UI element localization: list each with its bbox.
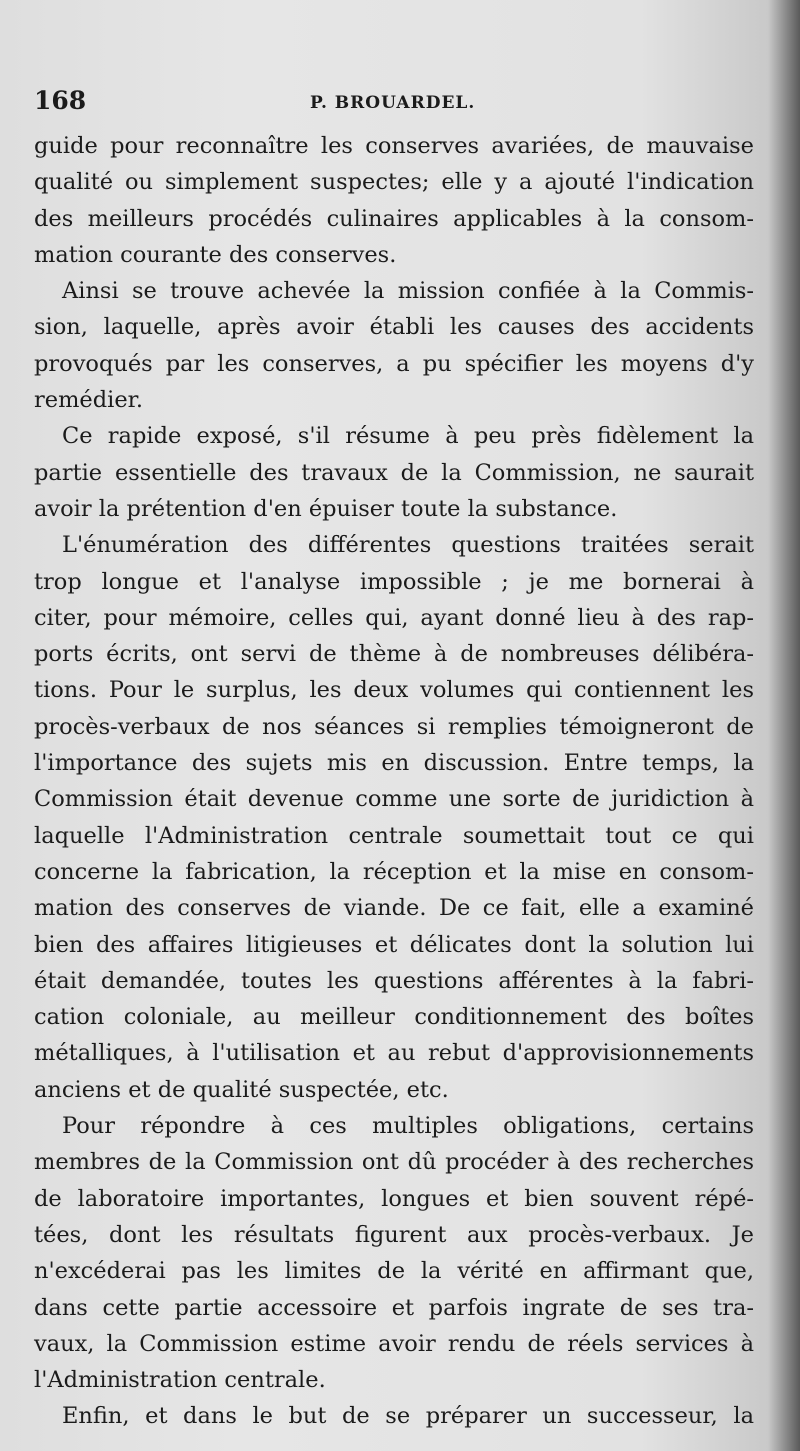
text-line: L'énumération des différentes questions traitées serait [62,532,754,559]
text-line: laquelle l'Administration centrale soumettait tout ce qui [34,822,754,849]
text-line: de laboratoire importantes, longues et bien souvent répé- [34,1185,754,1212]
text-line: trop longue et l'analyse impossible ; je me bornerai à [34,568,754,595]
running-head: P. BROUARDEL. [310,93,476,113]
page-header [34,86,754,122]
text-line: ports écrits, ont servi de thème à de nombreuses délibéra- [34,641,754,668]
text-line: Enfin, et dans le but de se préparer un successeur, la [62,1403,754,1430]
text-line: vaux, la Commission estime avoir rendu de réels services à [34,1330,754,1357]
text-line: sion, laquelle, après avoir établi les causes des accidents [34,314,754,341]
text-line: Commission était devenue comme une sorte de juridiction à [34,786,754,813]
text-line: citer, pour mémoire, celles qui, ayant donné lieu à des rap- [34,604,754,631]
text-line: tées, dont les résultats figurent aux procès-verbaux. Je [34,1221,754,1248]
text-line: concerne la fabrication, la réception et la mise en consom- [34,858,754,885]
text-line: dans cette partie accessoire et parfois ingrate de ses tra- [34,1294,754,1321]
text-line: qualité ou simplement suspectes; elle y a ajouté l'indication [34,169,754,196]
text-line: bien des affaires litigieuses et délicates dont la solution lui [34,931,754,958]
text-line: membres de la Commission ont dû procéder à des recherches [34,1149,754,1176]
text-line: provoqués par les conserves, a pu spécifier les moyens d'y [34,350,754,377]
text-line: des meilleurs procédés culinaires applicables à la consom- [34,205,754,232]
text-line: avoir la prétention d'en épuiser toute la substance. [34,495,618,522]
text-line: guide pour reconnaître les conserves avariées, de mauvaise [34,133,754,159]
text-line: anciens et de qualité suspectée, etc. [34,1076,449,1103]
text-line: Ce rapide exposé, s'il résume à peu près fidèlement la [62,423,754,450]
text-line: remédier. [34,387,144,414]
text-line: mation des conserves de viande. De ce fait, elle a examiné [34,895,754,922]
text-line: l'importance des sujets mis en discussion. Entre temps, la [34,750,754,777]
text-line: tions. Pour le surplus, les deux volumes qui contiennent les [34,677,754,704]
text-line: procès-verbaux de nos séances si remplies témoigneront de [34,713,754,740]
text-line: partie essentielle des travaux de la Commission, ne saurait [34,459,754,486]
text-line: cation coloniale, au meilleur conditionnement des boîtes [34,1004,754,1031]
text-line: n'excéderai pas les limites de la vérité en affirmant que, [34,1258,754,1285]
text-line: Pour répondre à ces multiples obligations, certains [62,1113,754,1140]
text-line: était demandée, toutes les questions afférentes à la fabri- [34,967,754,994]
text-line: mation courante des conserves. [34,241,397,268]
text-line: Ainsi se trouve achevée la mission confiée à la Commis- [62,278,754,305]
page-number: 168 [34,86,87,115]
text-line: métalliques, à l'utilisation et au rebut d'approvisionnements [34,1040,754,1067]
text-line: l'Administration centrale. [34,1367,326,1394]
body-text [34,128,754,1435]
